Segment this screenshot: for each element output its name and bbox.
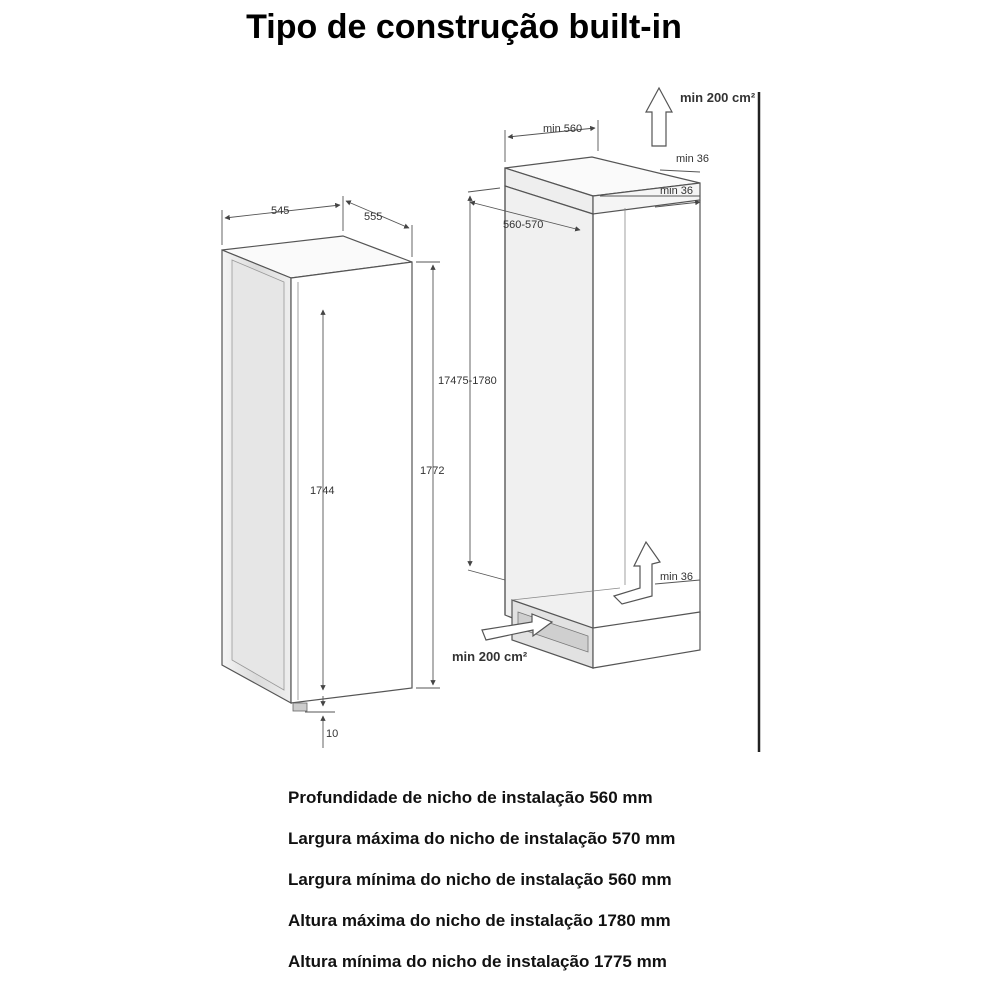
bottom-vent-label: min 200 cm² <box>452 649 528 664</box>
spec-item: Profundidade de nicho de instalação 560 mm <box>288 788 653 807</box>
spec-item: Largura mínima do nicho de instalação 560 mm <box>288 870 672 889</box>
spec-item: Altura mínima do nicho de instalação 1775 mm <box>288 952 667 971</box>
appliance-drawing <box>222 236 412 711</box>
spec-item: Altura máxima do nicho de instalação 1780 mm <box>288 911 671 930</box>
top-vent-arrow-icon <box>646 88 672 146</box>
page-title: Tipo de construção built-in <box>246 8 682 46</box>
bottom-gap-label: min 36 <box>660 571 694 583</box>
top-gap-2-label: min 36 <box>660 185 694 197</box>
bottom-outlet-arrow-icon <box>614 542 660 604</box>
spec-item: Largura máxima do nicho de instalação 570 mm <box>288 829 676 848</box>
appliance-bottom-gap-label: 10 <box>326 728 339 740</box>
appliance-depth-label: 555 <box>364 211 383 223</box>
top-vent-label: min 200 cm² <box>680 90 756 105</box>
niche-depth-label: 560-570 <box>503 219 544 231</box>
spec-list <box>288 786 675 991</box>
appliance-total-height-label: 1772 <box>420 465 445 477</box>
top-gap-1-label: min 36 <box>676 153 710 165</box>
niche-width-label: min 560 <box>543 123 583 135</box>
appliance-inner-height-label: 1744 <box>310 485 335 497</box>
appliance-width-label: 545 <box>271 205 290 217</box>
niche-height-label: 17475-1780 <box>438 375 497 387</box>
niche-drawing <box>505 157 700 780</box>
